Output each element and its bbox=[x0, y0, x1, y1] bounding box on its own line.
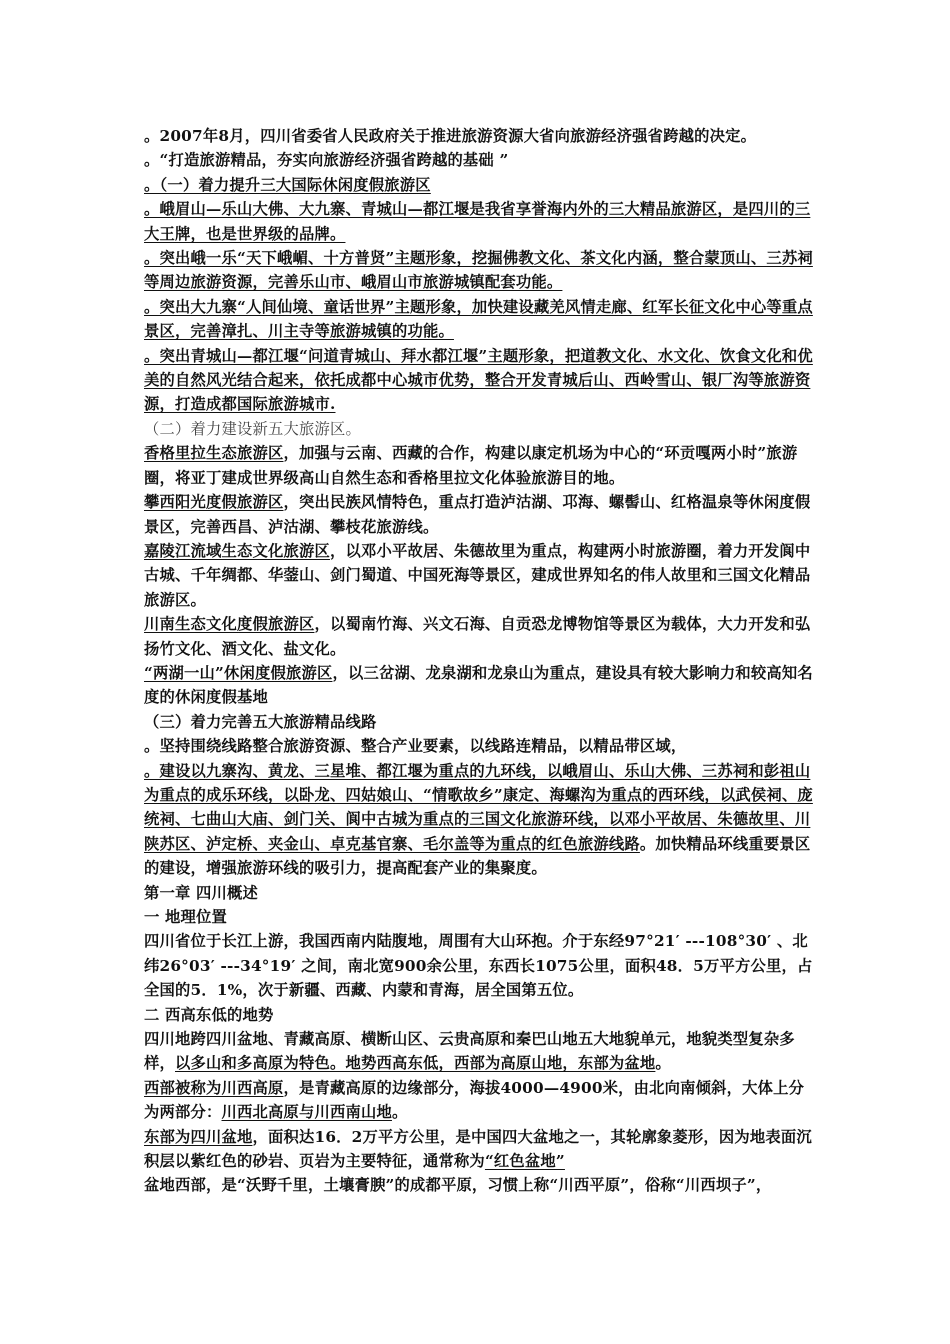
paragraph bbox=[144, 417, 814, 441]
text-segment: ，以邓小平故居、朱德故里为重点，构建两小时旅游圈，着力开发阆中古城、千年绸都、华蓥山、剑门蜀道、中国死海等景区，建成世界知名的伟人故里和三国文化精品旅游区。 bbox=[144, 541, 811, 609]
text-segment: （二）着力建设新五大旅游区。 bbox=[144, 419, 361, 438]
paragraph bbox=[144, 173, 814, 197]
paragraph bbox=[144, 881, 814, 905]
text-segment: 。2007年8月，四川省委省人民政府关于推进旅游资源大省向旅游经济强省跨越的决定。 bbox=[144, 127, 757, 145]
text-segment: ，以三岔湖、龙泉湖和龙泉山为重点，建设具有较大影响力和较高知名度的休闲度假基地 bbox=[144, 663, 813, 707]
underlined-text: 。突出青城山—都江堰“问道青城山、拜水都江堰”主题形象，把道教文化、水文化、饮食文化和优美的自然风光结合起来，依托成都中心城市优势，整合开发青城后山、西岭雪山、银厂沟等旅游资源，打造成都国际旅游城市. bbox=[144, 346, 813, 414]
paragraph bbox=[144, 148, 814, 172]
paragraph bbox=[144, 1003, 814, 1027]
underlined-text: 以多山和多高原为特色。地势西高东低，西部为高原山地，东部为盆地 bbox=[175, 1054, 656, 1073]
paragraph bbox=[144, 441, 814, 490]
text-segment: 四川省位于长江上游，我国西南内陆腹地，周围有大山环抱。介于东经97°21′ ---108°30′ 、北纬26°03′ ---34°19′ 之间，南北宽900余公里，东西长1075公里，面积48．5万平方公里，占全国的5．1%，次于新疆、西藏、内蒙和青海，居全国第五位。 bbox=[144, 932, 813, 1000]
paragraph bbox=[144, 1027, 814, 1076]
paragraph bbox=[144, 734, 814, 758]
underlined-text: 。峨眉山—乐山大佛、大九寨、青城山—都江堰是我省享誉海内外的三大精品旅游区，是四川的三大王牌，也是世界级的品牌。 bbox=[144, 200, 811, 243]
underlined-text: 川西北高原与川西南山地 bbox=[221, 1103, 392, 1122]
text-segment: ，突出民族风情特色，重点打造泸沽湖、邛海、螺髻山、红格温泉等休闲度假景区，完善西昌、泸沽湖、攀枝花旅游线。 bbox=[144, 493, 811, 536]
paragraph bbox=[144, 759, 814, 881]
text-segment: ，是青藏高原的边缘部分，海拔4000—4900米，由北向南倾斜，大体上分为两部分： bbox=[144, 1078, 805, 1122]
text-segment: ，加强与云南、西藏的合作，构建以康定机场为中心的“环贡嘎两小时”旅游圈，将亚丁建成世界级高山自然生态和香格里拉文化体验旅游目的地。 bbox=[144, 444, 798, 487]
text-segment: 。“打造旅游精品，夯实向旅游经济强省跨越的基础 ” bbox=[144, 151, 509, 170]
text-segment: ，面积达16．2万平方公里，是中国四大盆地之一，其轮廓象菱形，因为地表面沉积层以紫红色的砂岩、页岩为主要特征，通常称为 bbox=[144, 1127, 812, 1171]
paragraph bbox=[144, 295, 814, 344]
paragraph bbox=[144, 344, 814, 417]
paragraph bbox=[144, 661, 814, 710]
paragraph bbox=[144, 1125, 814, 1174]
paragraph bbox=[144, 1076, 814, 1125]
paragraph bbox=[144, 124, 814, 148]
underlined-text: 。建设以九寨沟、黄龙、三星堆、都江堰为重点的九环线，以峨眉山、乐山大佛、三苏祠和彭祖山为重点的成乐环线，以卧龙、四姑娘山、“情歌故乡”康定、海螺沟为重点的西环线，以武侯祠、庞统祠、七曲山大庙、剑门关、阆中古城为重点的三国文化旅游环线，以邓小平故居、朱德故里、川陕苏区、泸定桥、夹金山、卓克基官寨、毛尔盖等为重点的红色旅游线路 bbox=[144, 761, 813, 853]
text-segment: 。坚持围绕线路整合旅游资源、整合产业要素，以线路连精品，以精品带区域， bbox=[144, 737, 687, 756]
paragraph bbox=[144, 612, 814, 661]
underlined-text: 东部为四川盆地 bbox=[144, 1127, 253, 1146]
text-segment: 。 bbox=[655, 1054, 671, 1073]
underlined-text: 。突出峨一乐“天下峨嵋、十方普贤”主题形象，挖掘佛教文化、茶文化内涵，整合蒙顶山、三苏祠等周边旅游资源，完善乐山市、峨眉山市旅游城镇配套功能。 bbox=[144, 249, 813, 292]
text-segment: 。 bbox=[391, 1103, 408, 1122]
underlined-text: 嘉陵江流域生态文化旅游区 bbox=[144, 541, 330, 560]
underlined-text: “红色盆地” bbox=[484, 1152, 565, 1171]
paragraph bbox=[144, 905, 814, 929]
text-segment: ，以蜀南竹海、兴文石海、自贡恐龙博物馆等景区为载体，大力开发和弘扬竹文化、酒文化、盐文化。 bbox=[144, 615, 811, 658]
paragraph bbox=[144, 539, 814, 612]
text-segment: 二 西高东低的地势 bbox=[144, 1005, 274, 1024]
paragraph bbox=[144, 197, 814, 246]
document-body bbox=[144, 124, 814, 1198]
text-segment: 。加快精品环线重要景区的建设，增强旅游环线的吸引力，提高配套产业的集聚度。 bbox=[144, 834, 811, 878]
text-segment: 盆地西部，是“沃野千里，土壤膏腴”的成都平原，习惯上称“川西平原”，俗称“川西坝子”， bbox=[144, 1176, 772, 1195]
paragraph bbox=[144, 710, 814, 734]
underlined-text: 香格里拉生态旅游区 bbox=[144, 444, 284, 463]
underlined-text: 川南生态文化度假旅游区 bbox=[144, 615, 315, 634]
paragraph bbox=[144, 246, 814, 295]
paragraph bbox=[144, 929, 814, 1002]
text-segment: 一 地理位置 bbox=[144, 908, 228, 926]
paragraph bbox=[144, 490, 814, 539]
text-segment: 第一章 四川概述 bbox=[144, 883, 259, 902]
text-segment: 四川地跨四川盆地、青藏高原、横断山区、云贵高原和秦巴山地五大地貌单元，地貌类型复杂多样， bbox=[144, 1030, 795, 1073]
text-segment: （三）着力完善五大旅游精品线路 bbox=[144, 712, 377, 731]
underlined-text: 。（一）着力提升三大国际休闲度假旅游区 bbox=[144, 175, 431, 194]
underlined-text: 。突出大九寨“人间仙境、童话世界”主题形象，加快建设藏羌风情走廊、红军长征文化中心等重点景区，完善漳扎、川主寺等旅游城镇的功能。 bbox=[144, 297, 813, 341]
underlined-text: 西部被称为川西高原 bbox=[144, 1078, 284, 1097]
underlined-text: “两湖一山”休闲度假旅游区 bbox=[144, 663, 333, 682]
paragraph bbox=[144, 1173, 814, 1197]
underlined-text: 攀西阳光度假旅游区 bbox=[144, 493, 284, 512]
